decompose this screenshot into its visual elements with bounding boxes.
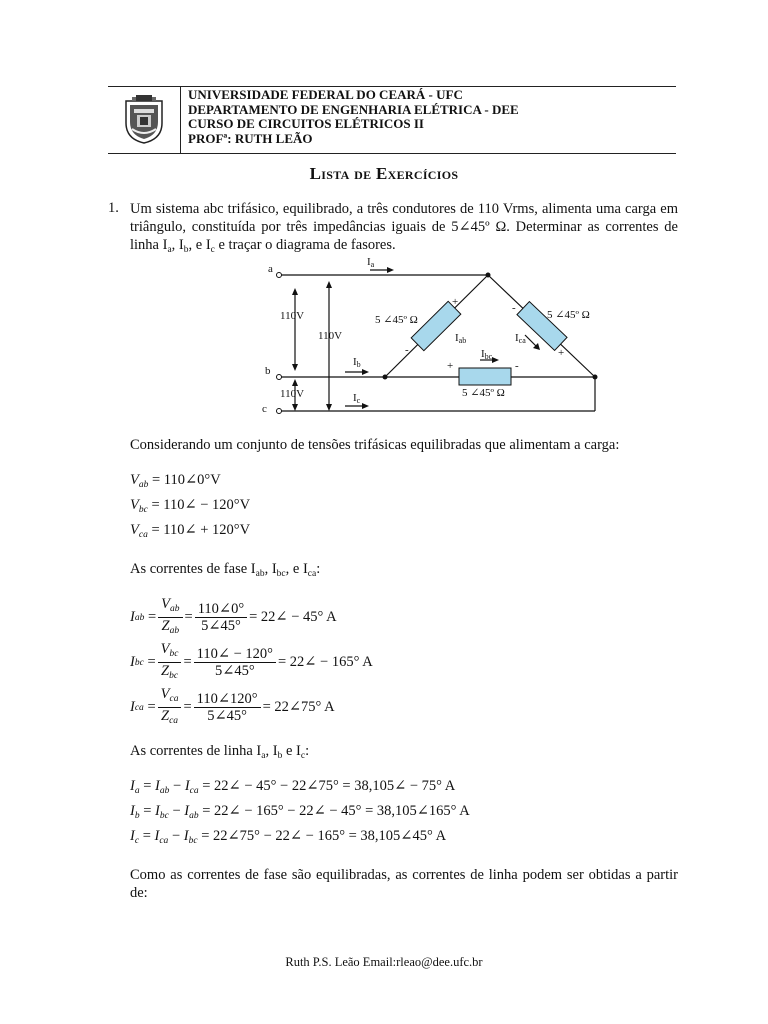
current-label-a: Ia — [367, 256, 375, 269]
considering-text: Considerando um conjunto de tensões trifásicas equilibradas que alimentam a carga: — [130, 437, 620, 453]
voltage-label-ab: 110V — [280, 310, 305, 322]
university-crest-icon — [122, 93, 166, 145]
sep-1: , I — [171, 237, 184, 253]
impedance-bottom — [459, 368, 511, 385]
terminal-b — [277, 375, 282, 380]
current-label-ab: Iab — [455, 332, 467, 345]
page-footer: Ruth P.S. Leão Email:rleao@dee.ufc.br — [285, 955, 483, 969]
header-text — [188, 88, 519, 146]
delta-circuit-diagram — [255, 255, 615, 420]
polarity-minus-bottom: - — [515, 360, 519, 372]
voltage-label-bc: 110V — [280, 388, 305, 400]
university-name: UNIVERSIDADE FEDERAL DO CEARÁ - UFC — [188, 87, 463, 102]
current-arrow-ca — [525, 335, 537, 347]
question-number: 1. — [108, 200, 119, 216]
node-label-b: b — [265, 365, 271, 377]
question-text-end: e traçar o diagrama de fasores. — [214, 237, 396, 253]
sub-a: a — [167, 245, 172, 255]
impedance-label-right: 5 ∠45º Ω — [547, 309, 590, 321]
terminal-c — [277, 409, 282, 414]
current-label-bc: Ibc — [481, 348, 493, 361]
impedance-label-left: 5 ∠45º Ω — [375, 314, 418, 326]
course-name: CURSO DE CIRCUITOS ELÉTRICOS II — [188, 116, 424, 131]
polarity-minus-right: - — [512, 302, 516, 314]
line-eq-c: $I_c = I_{ca} - I_{bc}$ = 22∠75° − 22∠ − 165° = 38,105∠45° A — [130, 828, 447, 846]
impedance-left — [411, 301, 461, 350]
impedance-label-bottom: 5 ∠45º Ω — [462, 387, 505, 399]
node-right — [593, 375, 598, 380]
current-label-c: Ic — [353, 392, 361, 405]
voltage-eq-ca: $V_{ca}$ = 110∠ + 120°V — [130, 522, 251, 540]
line-eq-a: $I_a = I_{ab} - I_{ca}$ = 22∠ − 45° − 22∠75° = 38,105∠ − 75° A — [130, 778, 456, 796]
sub-b: b — [183, 245, 189, 255]
page-title: Lista de Exercícios — [309, 164, 459, 183]
conclusion-text: Como as correntes de fase são equilibradas, as correntes de linha podem ser obtidas a partir de: — [130, 867, 678, 901]
polarity-plus-left: + — [452, 296, 459, 308]
voltage-eq-bc: $V_{bc}$ = 110∠ − 120°V — [130, 497, 251, 515]
professor-name: PROFª: RUTH LEÃO — [188, 130, 313, 146]
node-label-c: c — [262, 403, 267, 415]
voltage-eq-ab: $V_{ab}$ = 110∠0°V — [130, 472, 221, 490]
line-currents-text: As correntes de linha $I_a$, $I_b$ e $I_c$: — [130, 743, 310, 761]
terminal-a — [277, 273, 282, 278]
polarity-plus-bottom: + — [447, 360, 454, 372]
line-eq-b: $I_b = I_{bc} - I_{ab}$ = 22∠ − 165° − 22∠ − 45° = 38,105∠165° A — [130, 803, 470, 821]
node-label-a: a — [268, 263, 273, 275]
question-text — [130, 200, 678, 259]
phase-currents-text: As correntes de fase $I_{ab}$, $I_{bc}$, e $I_{ca}$: — [130, 561, 321, 579]
node-left — [383, 375, 388, 380]
phase-eq-bc: I bc = $\frac{V_{bc}}{Z_{bc}}$ = $\frac{110\angle - 120^\circ}{5\angle 45^\circ}$ = 22∠ − 165° A — [130, 641, 373, 681]
polarity-plus-right: + — [558, 347, 565, 359]
department-name: DEPARTAMENTO DE ENGENHARIA ELÉTRICA - DEE — [188, 101, 519, 117]
letterhead — [108, 86, 676, 154]
current-label-ca: Ica — [515, 332, 526, 345]
node-top — [486, 273, 491, 278]
sub-c: c — [210, 245, 215, 255]
current-label-b: Ib — [353, 356, 361, 369]
phase-eq-ca: I ca = $\frac{V_{ca}}{Z_{ca}}$ = $\frac{110\angle 120^\circ}{5\angle 45^\circ}$ = 22∠75° A — [130, 686, 335, 726]
header-divider — [180, 87, 181, 153]
polarity-minus-left: - — [405, 344, 409, 356]
phase-eq-ab: I ab = $\frac{V_{ab}}{Z_{ab}}$ = $\frac{110\angle 0^\circ}{5\angle 45^\circ}$ = 22∠ − 45° A — [130, 596, 337, 636]
sep-2: , e I — [188, 237, 211, 253]
question-text-main: Um sistema abc trifásico, equilibrado, a três condutores de 110 Vrms, alimenta uma carga em triângulo, constituída por três impedâncias iguais de 5∠45º Ω. Determinar as correntes de linha I — [130, 201, 678, 253]
voltage-label-ac: 110V — [318, 330, 343, 342]
